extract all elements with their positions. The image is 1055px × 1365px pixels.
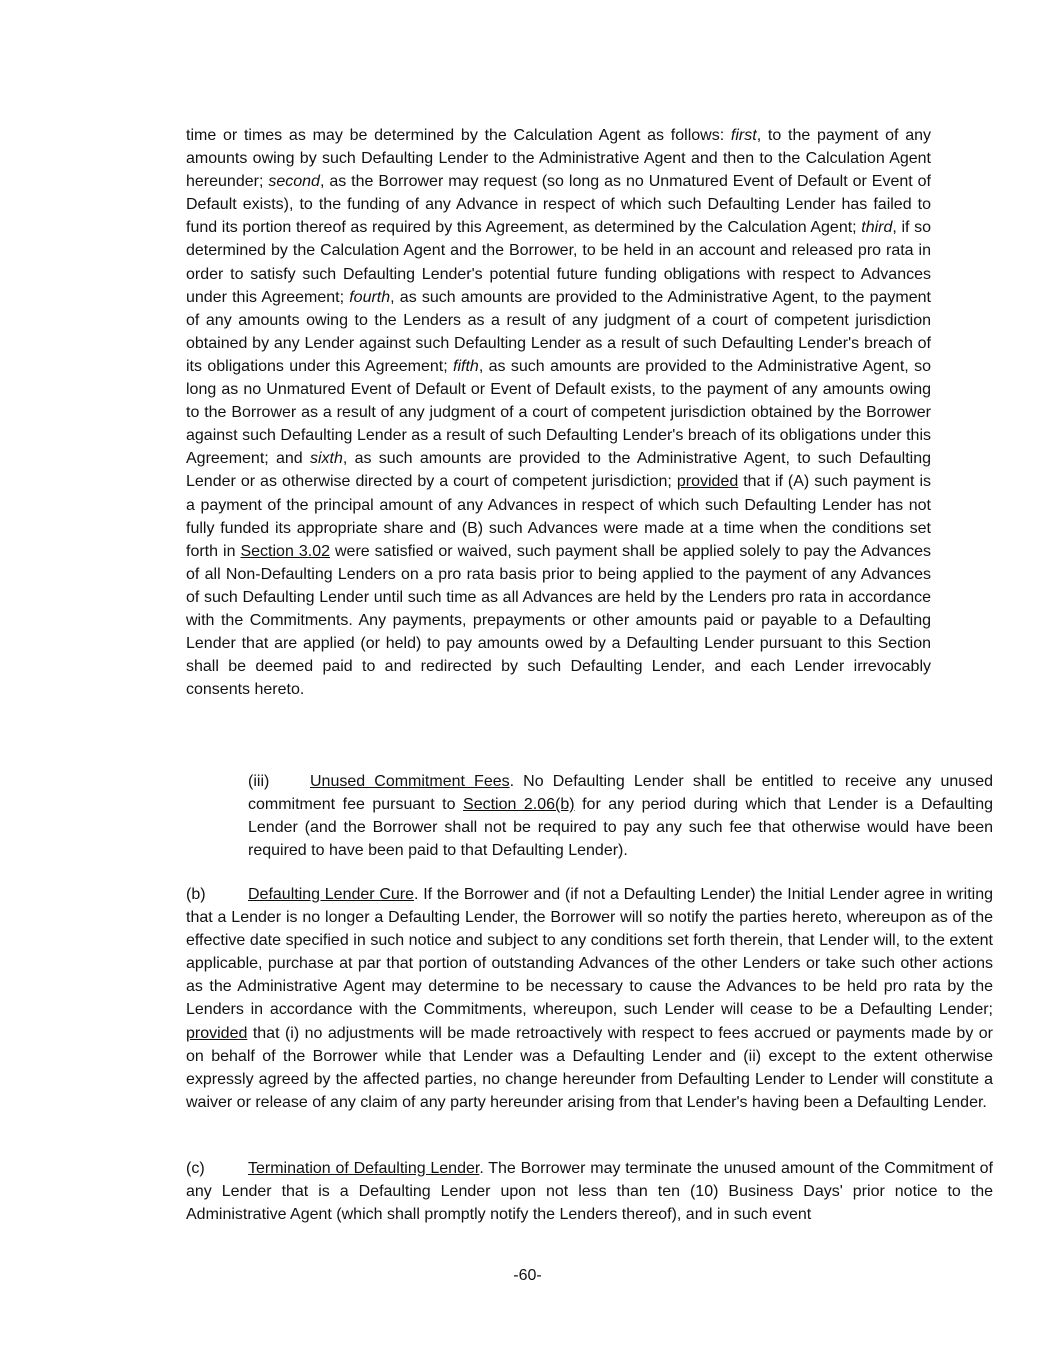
- section-reference-link: Section 3.02: [240, 542, 330, 560]
- text-run: time or times as may be determined by the Calculation Agent as follows:: [186, 127, 731, 144]
- paragraph-c: [124, 1157, 993, 1226]
- section-reference-link: Section 2.06(b): [463, 796, 575, 814]
- text-run: that if (A) such payment is a payment of the principal amount of any Advances in respect of which such Defaulting Lender has not fully funded its appropriate share and (B) such Advances were made at a time when the conditions set forth in: [186, 473, 931, 560]
- text-run: , as such amounts are provided to the Administrative Agent, to the payment of any amounts owing to the Lenders as a result of any judgment of a court of competent jurisdiction obtained by any Lender against such Defaulting Lender as a result of such Defaulting Lender's breach of its obligations under this Agreement;: [186, 288, 932, 375]
- italic-term-sixth: sixth: [309, 450, 343, 468]
- paragraph-heading: Unused Commitment Fees: [310, 773, 510, 790]
- text-run: , to the payment of any amounts owing by such Defaulting Lender to the Administrative Agent and then to the Calculation Agent hereunder;: [186, 127, 932, 191]
- italic-term-third: third: [861, 219, 893, 237]
- page-number: -60-: [513, 1267, 542, 1284]
- text-run: , as such amounts are provided to the Administrative Agent, to such Defaulting Lender or as otherwise directed by a court of competent jurisdiction;: [186, 450, 931, 491]
- text-run: , as such amounts are provided to the Administrative Agent, so long as no Unmatured Event of Default or Event of Default exists, to the payment of any amounts owing to the Borrower as a result of any judgment of a court of competent jurisdiction obtained by the Borrower against such Defaulting Lender as a result of such Defaulting Lender's breach of its obligations under this Agreement; and: [186, 357, 931, 468]
- text-run: . No Defaulting Lender shall be entitled to receive any unused commitment fee pursuant to: [248, 773, 993, 814]
- paragraph-marker: (iii): [248, 773, 270, 790]
- paragraph-marker: (b): [186, 886, 206, 903]
- text-run: , if so determined by the Calculation Agent and the Borrower, to be held in an account and released pro rata in order to satisfy such Defaulting Lender's potential future funding obligations with respect to Advances under this Agreement;: [186, 219, 932, 306]
- text-run: . The Borrower may terminate the unused amount of the Commitment of any Lender that is a Defaulting Lender upon not less than ten (10) Business Days' prior notice to the Administrative Agent (which shall promptly notify the Lenders thereof), and in such event: [186, 1160, 993, 1224]
- continuation-paragraph: [186, 124, 931, 701]
- text-run: . If the Borrower and (if not a Defaulting Lender) the Initial Lender agree in writing that a Lender is no longer a Defaulting Lender, the Borrower will so notify the parties hereto, whereupon as of the effective date specified in such notice and subject to any conditions set forth therein, that Lender will, to the extent applicable, purchase at par that portion of outstanding Advances of the other Lenders or take such other actions as the Administrative Agent may determine to be necessary to cause the Advances to be held pro rata by the Lenders in accordance with the Commitments, whereupon, such Lender will cease to be a Defaulting Lender;: [186, 886, 994, 1019]
- italic-term-fifth: fifth: [453, 357, 479, 375]
- paragraph-marker: (c): [186, 1160, 205, 1177]
- text-run: for any period during which that Lender is a Defaulting Lender (and the Borrower shall not be required to pay any such fee that otherwise would have been required to have been paid to that Defaulting Lender).: [248, 796, 993, 860]
- text-run: that (i) no adjustments will be made retroactively with respect to fees accrued or payments made by or on behalf of the Borrower while that Lender was a Defaulting Lender and (ii) except to the extent otherwise expressly agreed by the affected parties, no change hereunder from Defaulting Lender to Lender will constitute a waiver or release of any claim of any party hereunder arising from that Lender's having been a Defaulting Lender.: [186, 1024, 993, 1111]
- italic-term-fourth: fourth: [349, 288, 391, 306]
- paragraph-b: [124, 883, 993, 1114]
- italic-term-first: first: [730, 127, 757, 144]
- text-run: were satisfied or waived, such payment shall be applied solely to pay the Advances of all Non-Defaulting Lenders on a pro rata basis prior to being applied to the payment of any Advances of such Defaulting Lender until such time as all Advances are held by the Lenders pro rata in accordance with the Commitments. Any payments, prepayments or other amounts paid or payable to a Defaulting Lender that are applied (or held) to pay amounts owed by a Defaulting Lender pursuant to this Section shall be deemed paid to and redirected by such Defaulting Lender, and each Lender irrevocably consents hereto.: [186, 542, 932, 699]
- underlined-term-provided: provided: [676, 473, 739, 491]
- text-run: , as the Borrower may request (so long as no Unmatured Event of Default or Event of Default exists), to the funding of any Advance in respect of which such Defaulting Lender has failed to fund its portion thereof as required by this Agreement, as determined by the Calculation Agent;: [186, 173, 931, 237]
- underlined-term-provided: provided: [186, 1024, 248, 1042]
- paragraph-iii: [186, 770, 993, 862]
- paragraph-heading: Defaulting Lender Cure: [248, 886, 415, 903]
- paragraph-heading: Termination of Defaulting Lender: [248, 1160, 480, 1177]
- italic-term-second: second: [268, 173, 320, 191]
